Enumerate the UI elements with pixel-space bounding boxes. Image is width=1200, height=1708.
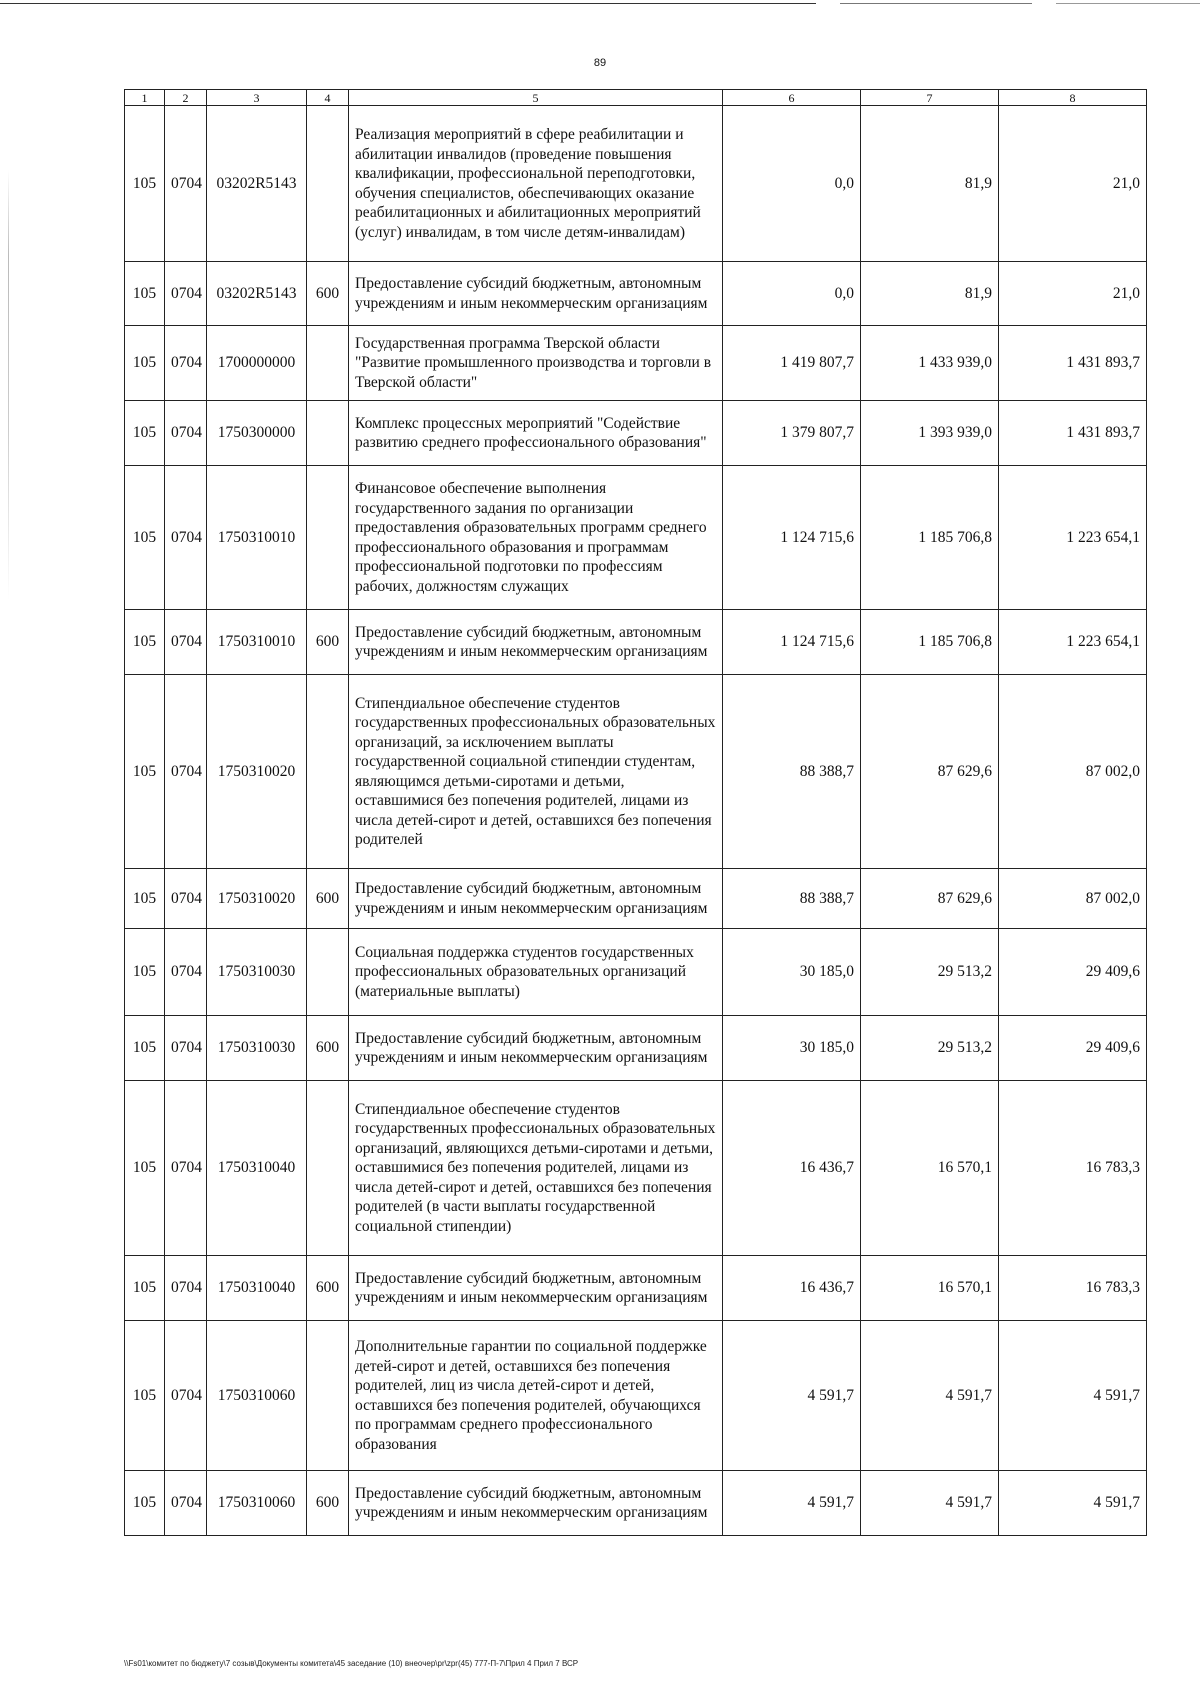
cell-amount-7: 87 629,6	[861, 869, 999, 929]
table-row	[125, 401, 1147, 466]
cell-amount-6: 4 591,7	[723, 1321, 861, 1471]
cell-amount-8: 4 591,7	[999, 1471, 1147, 1536]
cell-description: Предоставление субсидий бюджетным, автономным учреждениям и иным некоммерческим организациям	[349, 1471, 723, 1536]
cell-code-3: 1750310020	[207, 869, 307, 929]
table-header-row	[125, 90, 1147, 106]
cell-amount-6: 30 185,0	[723, 1016, 861, 1081]
cell-code-1: 105	[125, 326, 165, 401]
cell-code-3: 03202R5143	[207, 262, 307, 326]
cell-amount-7: 1 185 706,8	[861, 610, 999, 675]
cell-amount-6: 16 436,7	[723, 1256, 861, 1321]
cell-code-3: 03202R5143	[207, 106, 307, 262]
cell-code-4	[307, 106, 349, 262]
cell-description: Предоставление субсидий бюджетным, автономным учреждениям и иным некоммерческим организациям	[349, 610, 723, 675]
cell-amount-7: 1 393 939,0	[861, 401, 999, 466]
cell-amount-8: 16 783,3	[999, 1081, 1147, 1256]
table-row	[125, 929, 1147, 1016]
cell-code-1: 105	[125, 1081, 165, 1256]
cell-code-3: 1750310040	[207, 1256, 307, 1321]
cell-amount-7: 81,9	[861, 262, 999, 326]
cell-amount-6: 4 591,7	[723, 1471, 861, 1536]
cell-amount-6: 0,0	[723, 262, 861, 326]
scan-edge-mark	[8, 170, 9, 600]
table-row	[125, 675, 1147, 869]
cell-description: Финансовое обеспечение выполнения государственного задания по организации предоставления образовательных программ среднего профессионального образования и программам профессиональной подготовки по профессиям рабочих, должностям служащих	[349, 466, 723, 610]
table-row	[125, 1471, 1147, 1536]
cell-description: Предоставление субсидий бюджетным, автономным учреждениям и иным некоммерческим организациям	[349, 262, 723, 326]
budget-table	[124, 89, 1147, 1536]
cell-code-4	[307, 401, 349, 466]
cell-amount-6: 1 419 807,7	[723, 326, 861, 401]
cell-amount-8: 4 591,7	[999, 1321, 1147, 1471]
cell-code-4	[307, 675, 349, 869]
cell-code-3: 1750310040	[207, 1081, 307, 1256]
cell-code-3: 1700000000	[207, 326, 307, 401]
cell-code-4	[307, 1321, 349, 1471]
cell-amount-7: 16 570,1	[861, 1081, 999, 1256]
cell-code-1: 105	[125, 675, 165, 869]
scan-edge-line	[0, 3, 1200, 4]
cell-code-1: 105	[125, 869, 165, 929]
cell-code-4: 600	[307, 869, 349, 929]
cell-code-3: 1750300000	[207, 401, 307, 466]
cell-code-3: 1750310010	[207, 610, 307, 675]
cell-amount-7: 1 185 706,8	[861, 466, 999, 610]
cell-amount-7: 4 591,7	[861, 1471, 999, 1536]
cell-amount-6: 88 388,7	[723, 675, 861, 869]
cell-code-2: 0704	[165, 675, 207, 869]
cell-code-1: 105	[125, 1321, 165, 1471]
cell-code-2: 0704	[165, 1256, 207, 1321]
column-header-2: 2	[165, 90, 207, 106]
cell-amount-7: 29 513,2	[861, 929, 999, 1016]
cell-amount-7: 81,9	[861, 106, 999, 262]
cell-amount-8: 29 409,6	[999, 1016, 1147, 1081]
cell-code-2: 0704	[165, 401, 207, 466]
cell-code-2: 0704	[165, 262, 207, 326]
cell-description: Предоставление субсидий бюджетным, автономным учреждениям и иным некоммерческим организациям	[349, 1256, 723, 1321]
cell-amount-8: 21,0	[999, 262, 1147, 326]
cell-amount-7: 1 433 939,0	[861, 326, 999, 401]
cell-amount-8: 29 409,6	[999, 929, 1147, 1016]
cell-code-3: 1750310030	[207, 1016, 307, 1081]
table-row	[125, 1321, 1147, 1471]
cell-code-2: 0704	[165, 106, 207, 262]
cell-code-2: 0704	[165, 326, 207, 401]
cell-amount-8: 21,0	[999, 106, 1147, 262]
cell-code-1: 105	[125, 466, 165, 610]
cell-code-2: 0704	[165, 1471, 207, 1536]
cell-code-4: 600	[307, 1471, 349, 1536]
cell-code-4	[307, 466, 349, 610]
table-row	[125, 1081, 1147, 1256]
cell-description: Реализация мероприятий в сфере реабилитации и абилитации инвалидов (проведение повышения квалификации, профессиональной переподготовки, обучения специалистов, обеспечивающих оказание реабилитационных и абилитационных мероприятий (услуг) инвалидам, в том числе детям-инвалидам)	[349, 106, 723, 262]
page-number: 89	[593, 57, 607, 69]
cell-amount-6: 1 379 807,7	[723, 401, 861, 466]
cell-code-3: 1750310060	[207, 1471, 307, 1536]
cell-code-4	[307, 929, 349, 1016]
cell-code-2: 0704	[165, 929, 207, 1016]
cell-amount-6: 1 124 715,6	[723, 466, 861, 610]
cell-amount-6: 30 185,0	[723, 929, 861, 1016]
cell-code-2: 0704	[165, 466, 207, 610]
column-header-4: 4	[307, 90, 349, 106]
cell-amount-6: 16 436,7	[723, 1081, 861, 1256]
cell-amount-7: 16 570,1	[861, 1256, 999, 1321]
table-row	[125, 326, 1147, 401]
cell-code-2: 0704	[165, 869, 207, 929]
cell-description: Государственная программа Тверской области "Развитие промышленного производства и торговли в Тверской области"	[349, 326, 723, 401]
cell-code-4: 600	[307, 1256, 349, 1321]
cell-code-4: 600	[307, 1016, 349, 1081]
cell-code-1: 105	[125, 1016, 165, 1081]
column-header-8: 8	[999, 90, 1147, 106]
cell-code-4	[307, 326, 349, 401]
cell-amount-8: 87 002,0	[999, 869, 1147, 929]
column-header-7: 7	[861, 90, 999, 106]
cell-code-4	[307, 1081, 349, 1256]
cell-code-1: 105	[125, 1256, 165, 1321]
cell-description: Стипендиальное обеспечение студентов государственных профессиональных образовательных организаций, за исключением выплаты государственной социальной стипендии студентам, являющимся детьми-сиротами и детьми, оставшимися без попечения родителей, лицами из числа детей-сирот и детей, оставшихся без попечения родителей	[349, 675, 723, 869]
cell-amount-8: 1 431 893,7	[999, 401, 1147, 466]
table-row	[125, 869, 1147, 929]
table-row	[125, 466, 1147, 610]
cell-amount-8: 16 783,3	[999, 1256, 1147, 1321]
table-row	[125, 610, 1147, 675]
cell-code-2: 0704	[165, 1321, 207, 1471]
cell-code-1: 105	[125, 929, 165, 1016]
footer-file-path: \\Fs01\комитет по бюджету\7 созыв\Документы комитета\45 заседание (10) внеочер\pr\zpr(45) 777-П-7\Прил 4 Прил 7 ВСР	[124, 1659, 579, 1668]
cell-code-3: 1750310010	[207, 466, 307, 610]
cell-description: Предоставление субсидий бюджетным, автономным учреждениям и иным некоммерческим организациям	[349, 869, 723, 929]
cell-code-3: 1750310030	[207, 929, 307, 1016]
cell-amount-6: 1 124 715,6	[723, 610, 861, 675]
cell-description: Социальная поддержка студентов государственных профессиональных образовательных организаций (материальные выплаты)	[349, 929, 723, 1016]
cell-code-4: 600	[307, 610, 349, 675]
column-header-3: 3	[207, 90, 307, 106]
cell-amount-8: 1 223 654,1	[999, 610, 1147, 675]
cell-amount-7: 29 513,2	[861, 1016, 999, 1081]
cell-code-3: 1750310020	[207, 675, 307, 869]
table-row	[125, 1256, 1147, 1321]
cell-code-2: 0704	[165, 1016, 207, 1081]
cell-code-1: 105	[125, 610, 165, 675]
cell-code-4: 600	[307, 262, 349, 326]
cell-code-1: 105	[125, 401, 165, 466]
cell-amount-8: 1 223 654,1	[999, 466, 1147, 610]
cell-code-2: 0704	[165, 610, 207, 675]
cell-description: Предоставление субсидий бюджетным, автономным учреждениям и иным некоммерческим организациям	[349, 1016, 723, 1081]
cell-description: Дополнительные гарантии по социальной поддержке детей-сирот и детей, оставшихся без попечения родителей, лиц из числа детей-сирот и детей, оставшихся без попечения родителей, обучающихся по программам среднего профессионального образования	[349, 1321, 723, 1471]
table-row	[125, 1016, 1147, 1081]
cell-description: Комплекс процессных мероприятий "Содействие развитию среднего профессионального образования"	[349, 401, 723, 466]
cell-amount-6: 88 388,7	[723, 869, 861, 929]
cell-code-3: 1750310060	[207, 1321, 307, 1471]
cell-amount-7: 87 629,6	[861, 675, 999, 869]
cell-code-1: 105	[125, 106, 165, 262]
cell-description: Стипендиальное обеспечение студентов государственных профессиональных образовательных организаций, являющихся детьми-сиротами и детьми, оставшимися без попечения родителей, лицами из числа детей-сирот и детей, оставшихся без попечения родителей (в части выплаты государственной социальной стипендии)	[349, 1081, 723, 1256]
column-header-1: 1	[125, 90, 165, 106]
table-row	[125, 262, 1147, 326]
cell-amount-7: 4 591,7	[861, 1321, 999, 1471]
cell-amount-8: 1 431 893,7	[999, 326, 1147, 401]
cell-code-1: 105	[125, 1471, 165, 1536]
column-header-6: 6	[723, 90, 861, 106]
cell-code-2: 0704	[165, 1081, 207, 1256]
cell-amount-8: 87 002,0	[999, 675, 1147, 869]
table-row	[125, 106, 1147, 262]
column-header-5: 5	[349, 90, 723, 106]
cell-code-1: 105	[125, 262, 165, 326]
cell-amount-6: 0,0	[723, 106, 861, 262]
